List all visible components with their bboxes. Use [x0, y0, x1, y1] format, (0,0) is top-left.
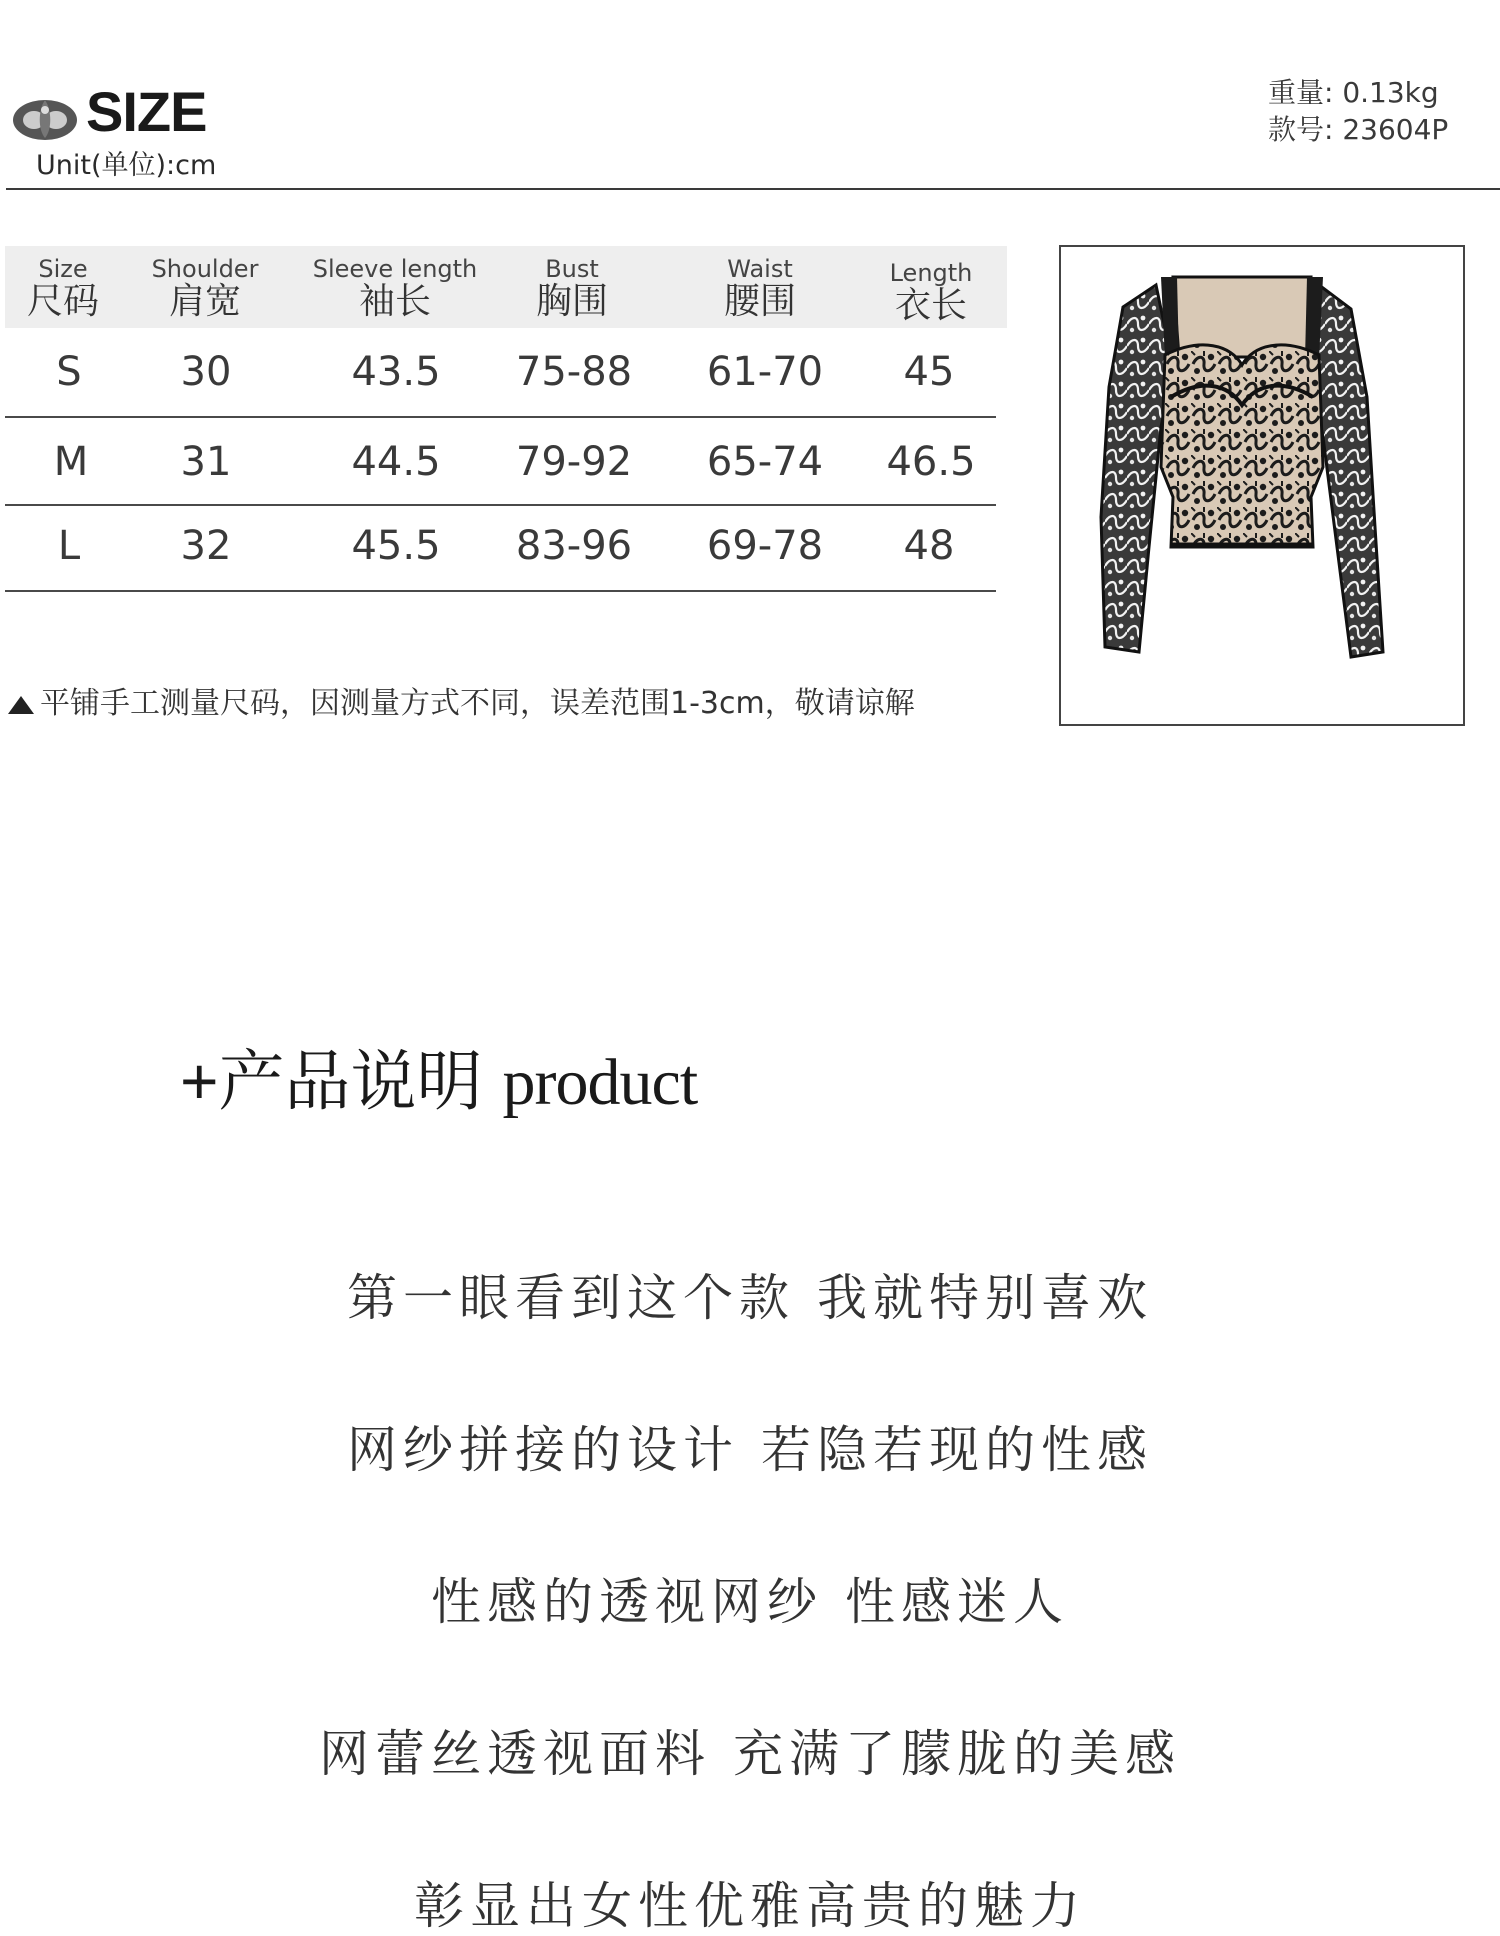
header-waist: Waist 腰围 [723, 255, 797, 322]
style-number-label: 款号: 23604P [1268, 113, 1449, 146]
product-meta [1268, 74, 1478, 148]
description-line: 彰显出女性优雅高贵的魅力 [414, 1877, 1086, 1935]
header-divider [6, 188, 1500, 190]
size-table [5, 246, 1007, 592]
table-row: M 31 44.5 79-92 65-74 46.5 [5, 418, 996, 506]
unit-label: Unit(单位):cm [36, 150, 217, 181]
weight-label: 重量: 0.13kg [1268, 76, 1439, 109]
table-header-row [5, 246, 1007, 328]
table-row: L 32 45.5 83-96 69-78 48 [5, 506, 996, 592]
header-size: Size 尺码 [26, 255, 100, 322]
header-bust: Bust 胸围 [535, 255, 609, 322]
description-line: 网蕾丝透视面料 充满了朦胧的美感 [319, 1725, 1181, 1783]
measurement-note: 平铺手工测量尺码，因测量方式不同，误差范围1-3cm，敬请谅解 [8, 684, 915, 724]
lace-top-illustration [1061, 247, 1463, 724]
brand-logo-icon [10, 92, 80, 144]
size-title: SIZE [86, 80, 207, 143]
description-line: 第一眼看到这个款 我就特别喜欢 [347, 1269, 1153, 1327]
header-length: Length 衣长 [889, 259, 973, 326]
description-line: 网纱拼接的设计 若隐若现的性感 [347, 1421, 1153, 1479]
product-section-heading: +产品说明 product [180, 1044, 698, 1119]
product-photo [1059, 245, 1465, 726]
header-sleeve-length: Sleeve length 袖长 [312, 255, 478, 322]
header-shoulder: Shoulder 肩宽 [151, 255, 259, 322]
table-row: S 30 43.5 75-88 61-70 45 [5, 328, 996, 418]
description-line: 性感的透视网纱 性感迷人 [431, 1573, 1069, 1631]
triangle-icon [8, 696, 34, 714]
